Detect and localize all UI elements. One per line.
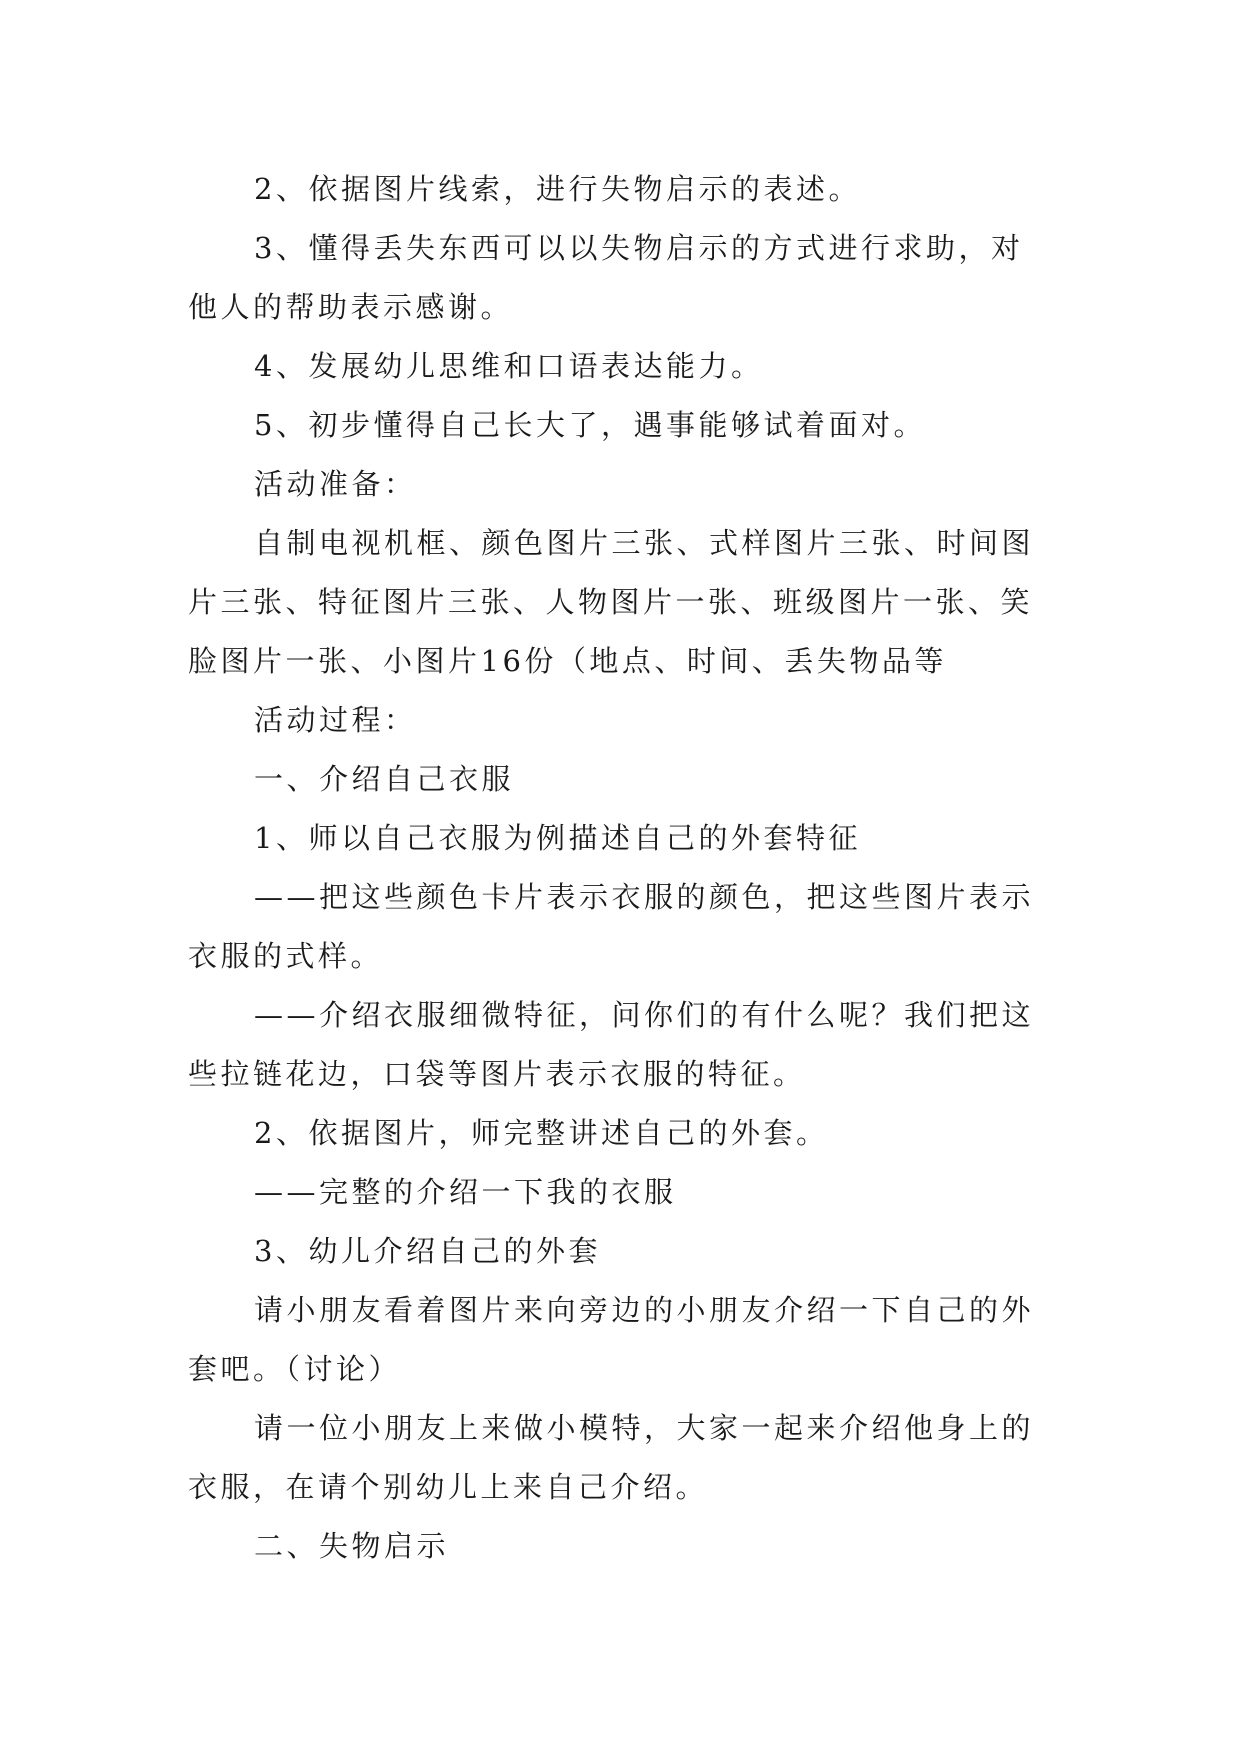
section-1-heading: 一、介绍自己衣服: [254, 762, 515, 796]
objective-2: 2、依据图片线索，进行失物启示的表述。: [254, 172, 861, 206]
objective-5: 5、初步懂得自己长大了，遇事能够试着面对。: [254, 408, 926, 442]
step-1-3-model: 请一位小朋友上来做小模特，大家一起来介绍他身上的衣服，在请个别幼儿上来自己介绍。: [188, 1411, 1035, 1504]
step-1-2: 2、依据图片，师完整讲述自己的外套。: [254, 1116, 829, 1150]
step-1-1-dialogue-a: ——把这些颜色卡片表示衣服的颜色，把这些图片表示衣服的式样。: [188, 880, 1035, 973]
step-1-3: 3、幼儿介绍自己的外套: [254, 1234, 601, 1268]
process-heading: 活动过程：: [254, 703, 417, 737]
step-1-1-dialogue-b: ——介绍衣服细微特征，问你们的有什么呢？我们把这些拉链花边，口袋等图片表示衣服的特征。: [188, 998, 1035, 1091]
step-1-3-discussion: 请小朋友看着图片来向旁边的小朋友介绍一下自己的外套吧。（讨论）: [188, 1293, 1035, 1386]
objective-4: 4、发展幼儿思维和口语表达能力。: [254, 349, 764, 383]
preparation-materials: 自制电视机框、颜色图片三张、式样图片三张、时间图片三张、特征图片三张、人物图片一张、班级图片一张、笑脸图片一张、小图片16份（地点、时间、丢失物品等: [188, 526, 1035, 678]
objective-3: 3、懂得丢失东西可以以失物启示的方式进行求助，对他人的帮助表示感谢。: [188, 231, 1024, 324]
document-body: [188, 160, 1048, 1576]
section-2-heading: 二、失物启示: [254, 1529, 450, 1563]
step-1-1: 1、师以自己衣服为例描述自己的外套特征: [254, 821, 861, 855]
step-1-2-dialogue: ——完整的介绍一下我的衣服: [254, 1175, 677, 1209]
preparation-heading: 活动准备：: [254, 467, 417, 501]
